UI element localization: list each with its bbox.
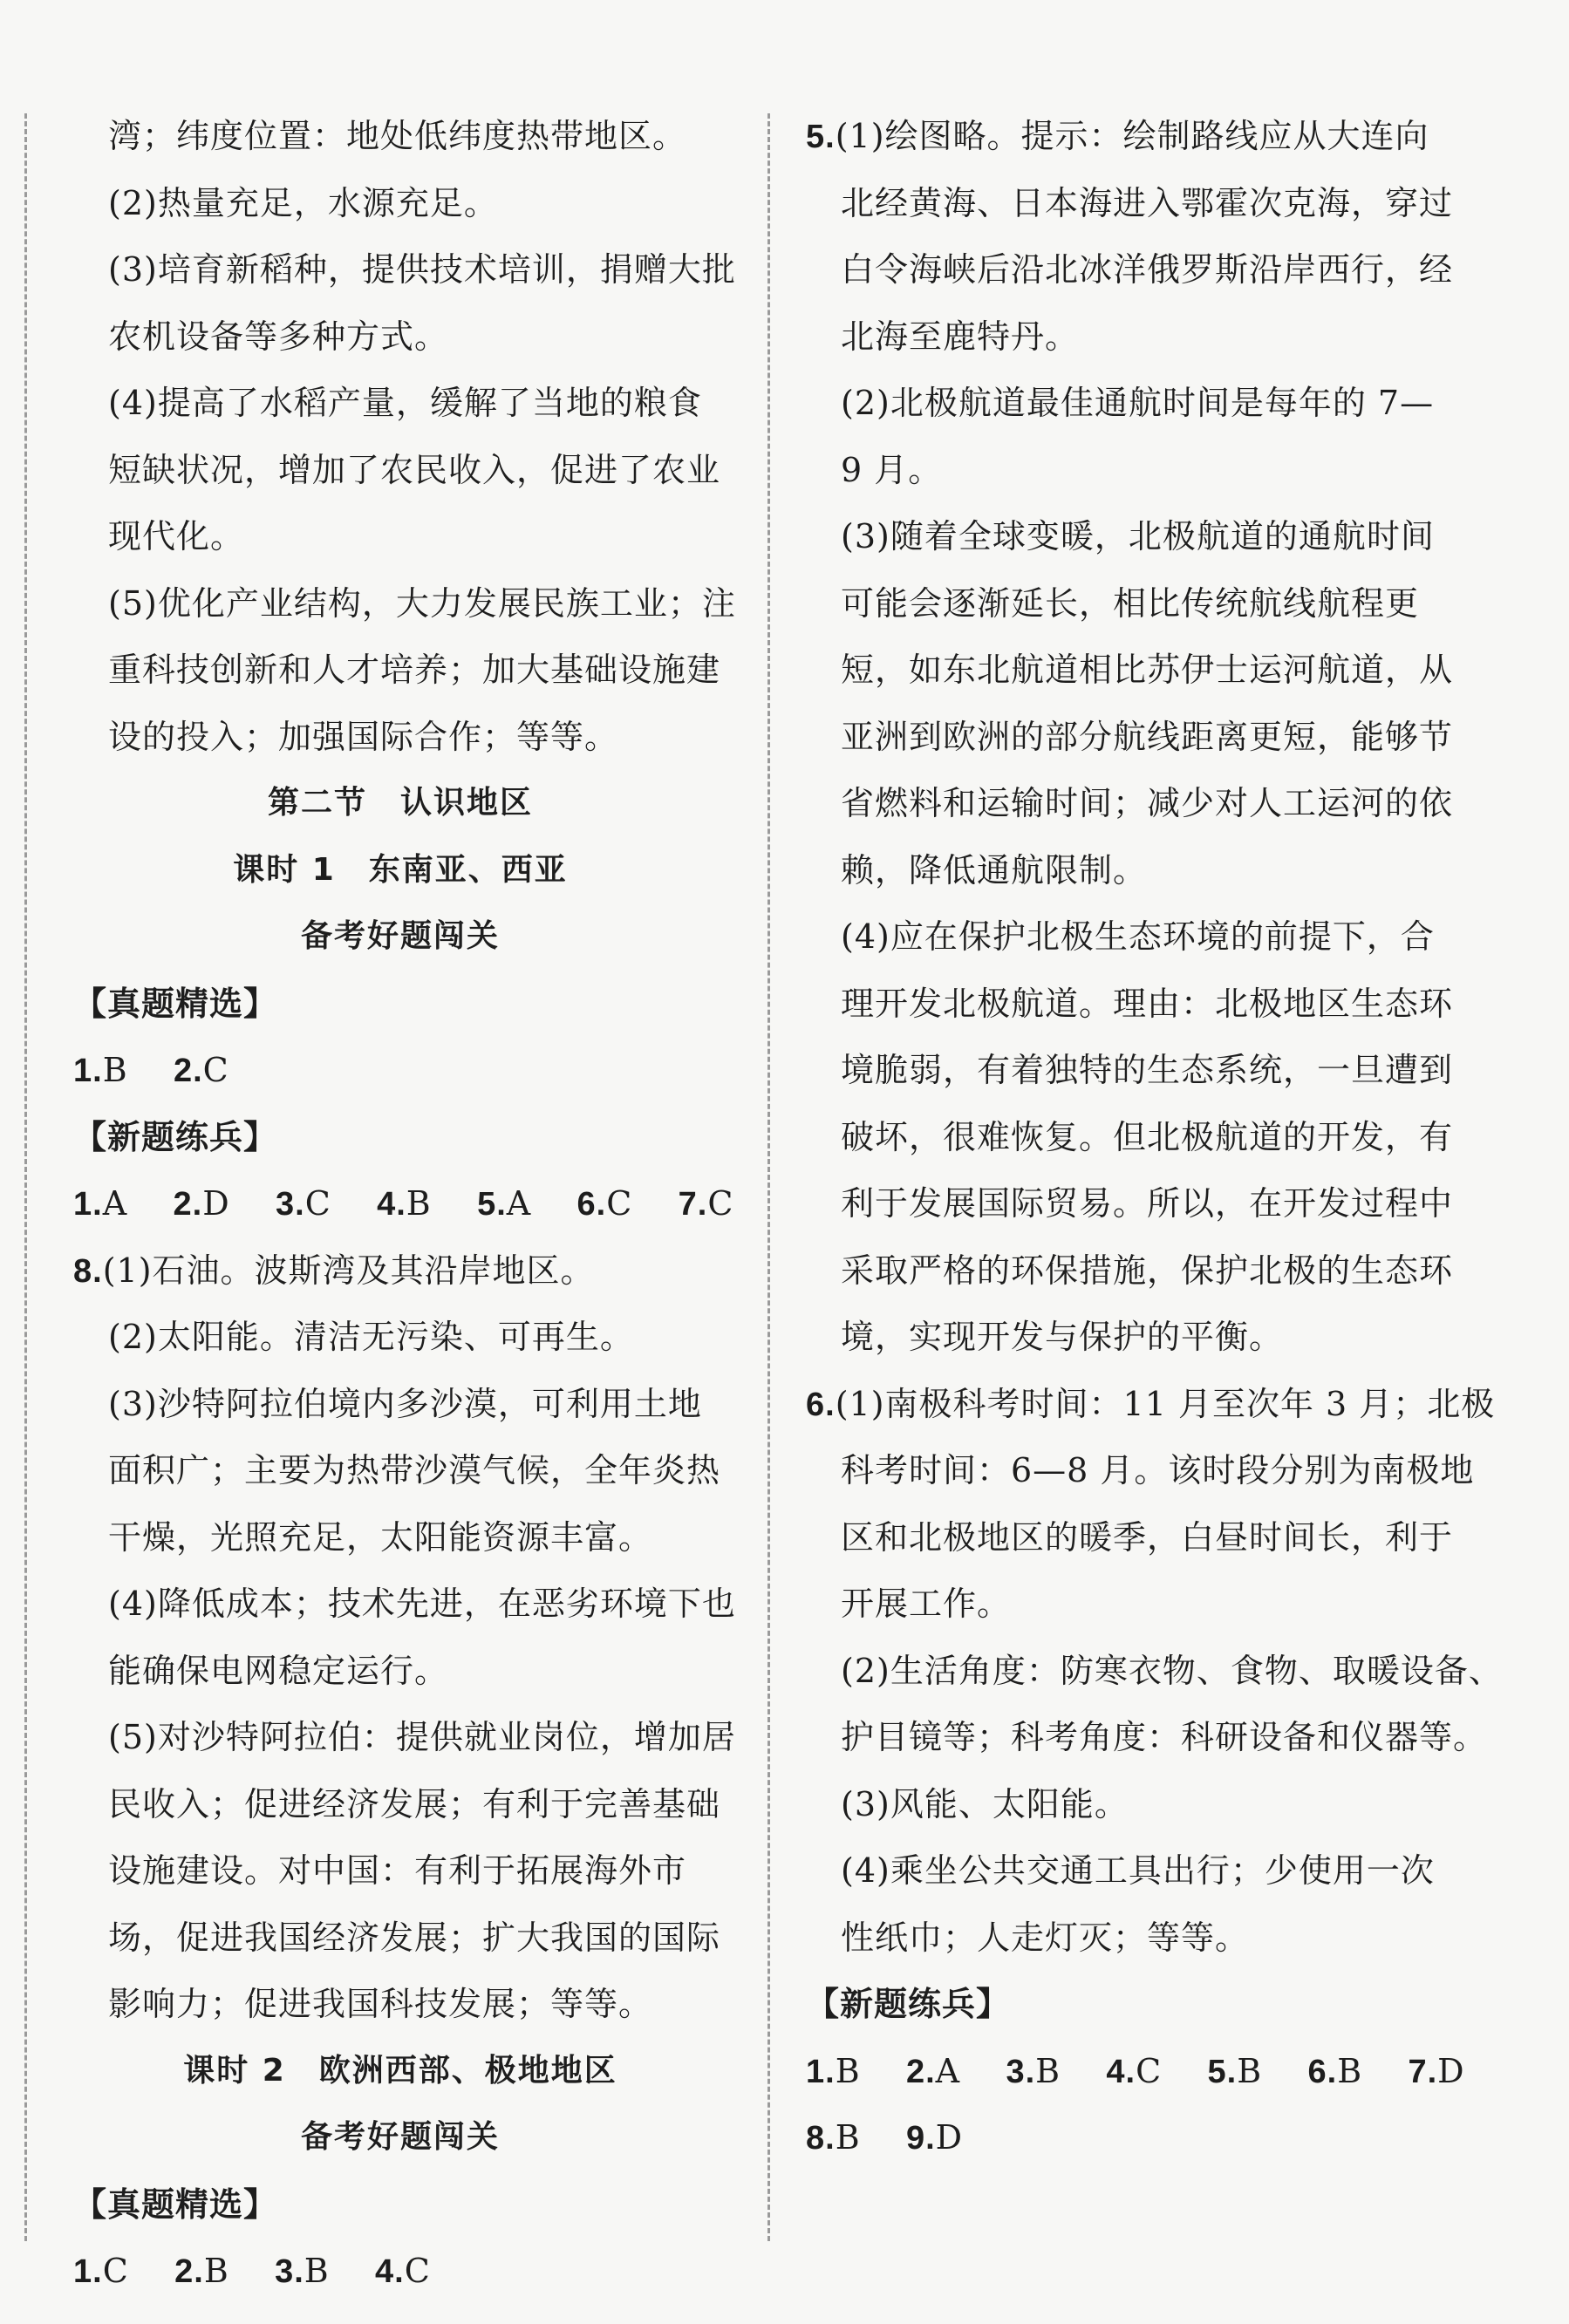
- question-5-first-line: [806, 103, 1469, 170]
- answer-letter: B: [1337, 2051, 1363, 2090]
- answer-number: 1.: [73, 1186, 103, 1223]
- text-line: 理开发北极航道。理由：北极地区生态环: [841, 984, 1454, 1023]
- answer-number: 2.: [173, 1053, 203, 1089]
- answer-letter: A: [506, 1184, 532, 1223]
- answer-letter: C: [202, 1051, 229, 1089]
- lesson-subtitle: 备考好题闯关: [300, 918, 500, 954]
- right-column: [806, 103, 1503, 2171]
- answer-number: 4.: [1106, 2053, 1136, 2090]
- text-line: (3)培育新稻种，提供技术培训，捐赠大批: [108, 250, 736, 289]
- question-8-first-line: [73, 1237, 727, 1305]
- answer-number: 6.: [1307, 2053, 1338, 2090]
- answer-letter: D: [935, 2118, 964, 2157]
- answer-number: 3.: [1006, 2053, 1036, 2090]
- answer-row: [73, 1170, 734, 1237]
- xinti-label: 【新题练兵】: [806, 1985, 1011, 2023]
- answer-number: 8.: [806, 2120, 836, 2157]
- text-line: 利于发展国际贸易。所以，在开发过程中: [841, 1184, 1454, 1223]
- text-line: (2)太阳能。清洁无污染、可再生。: [108, 1318, 634, 1356]
- text-line: (3)随着全球变暖，北极航道的通航时间: [841, 517, 1435, 555]
- answer-letter: B: [1237, 2051, 1263, 2090]
- text-line: 境脆弱，有着独特的生态系统，一旦遭到: [841, 1051, 1454, 1089]
- answer-number: 3.: [275, 2253, 304, 2290]
- answer-letter: C: [102, 2252, 129, 2290]
- text-line: 能确保电网稳定运行。: [108, 1651, 449, 1690]
- text-line: 破坏，很难恢复。但北极航道的开发，有: [841, 1117, 1454, 1156]
- section-title: 第二节 认识地区: [267, 785, 533, 821]
- answer-letter: C: [304, 1184, 331, 1223]
- answer-number: 6.: [576, 1186, 607, 1223]
- text-line: 民收入；促进经济发展；有利于完善基础: [108, 1784, 721, 1823]
- column-divider-dashed-line: [767, 113, 770, 2241]
- text-line: 重科技创新和人才培养；加大基础设施建: [108, 651, 721, 689]
- text-line: (3)风能、太阳能。: [841, 1784, 1129, 1823]
- text-line: (2)生活角度：防寒衣物、食物、取暖设备、: [841, 1651, 1503, 1690]
- answer-letter: C: [1136, 2051, 1163, 2090]
- answer-letter: C: [707, 1184, 734, 1223]
- text-line: 设的投入；加强国际合作；等等。: [108, 717, 619, 756]
- text-line: 性纸巾；人走灯灭；等等。: [841, 1918, 1250, 1957]
- answer-number: 1.: [73, 1053, 103, 1089]
- zhenti-label: 【真题精选】: [73, 2184, 278, 2224]
- text-line: 干燥，光照充足，太阳能资源丰富。: [108, 1517, 653, 1557]
- answer-row: [806, 2038, 1469, 2105]
- answer-letter: B: [835, 2118, 861, 2157]
- answer-number: 2.: [905, 2053, 936, 2090]
- question-number: 8.: [73, 1252, 103, 1290]
- text-span: (1)绘图略。提示：绘制路线应从大连向: [835, 117, 1429, 155]
- text-line: 亚洲到欧洲的部分航线距离更短，能够节: [841, 717, 1454, 756]
- answer-letter: B: [1035, 2051, 1061, 2090]
- text-line: 影响力；促进我国科技发展；等等。: [108, 1985, 653, 2023]
- answer-row: [806, 2104, 1469, 2171]
- left-margin-dashed-line: [24, 113, 27, 2241]
- answer-number: 7.: [678, 1186, 708, 1223]
- text-line: 开展工作。: [841, 1585, 1012, 1623]
- text-line: (2)北极航道最佳通航时间是每年的 7—: [841, 384, 1435, 422]
- text-line: 面积广；主要为热带沙漠气候，全年炎热: [108, 1451, 721, 1489]
- answer-letter: B: [304, 2252, 330, 2290]
- text-line: 护目镜等；科考角度：科研设备和仪器等。: [841, 1718, 1488, 1756]
- answer-number: 7.: [1408, 2053, 1438, 2090]
- text-line: 湾；纬度位置：地处低纬度热带地区。: [108, 117, 687, 155]
- lesson-title: 课时 2 欧洲西部、极地地区: [183, 2052, 617, 2089]
- answer-number: 5.: [1207, 2053, 1238, 2090]
- answer-number: 5.: [477, 1186, 507, 1223]
- text-line: 短，如东北航道相比苏伊士运河航道，从: [841, 651, 1454, 689]
- text-line: 短缺状况，增加了农民收入，促进了农业: [108, 450, 721, 489]
- question-6-first-line: [806, 1371, 1496, 1438]
- text-span: (1)南极科考时间：11 月至次年 3 月；北极: [835, 1384, 1496, 1423]
- answer-number: 4.: [375, 2253, 405, 2290]
- answer-number: 1.: [73, 2253, 103, 2290]
- text-line: 北经黄海、日本海进入鄂霍次克海，穿过: [841, 183, 1454, 222]
- text-line: 赖，降低通航限制。: [841, 850, 1148, 889]
- answer-number: 4.: [377, 1186, 406, 1223]
- text-line: (4)提高了水稻产量，缓解了当地的粮食: [108, 384, 702, 422]
- text-line: (2)热量充足，水源充足。: [108, 183, 498, 222]
- answer-number: 1.: [806, 2053, 836, 2090]
- answer-row: [73, 1037, 727, 1104]
- text-line: 采取严格的环保措施，保护北极的生态环: [841, 1251, 1454, 1290]
- text-line: 省燃料和运输时间；减少对人工运河的依: [841, 784, 1454, 822]
- answer-letter: C: [606, 1184, 633, 1223]
- text-line: 科考时间：6—8 月。该时段分别为南极地: [841, 1451, 1475, 1489]
- answer-letter: B: [835, 2051, 861, 2090]
- answer-number: 2.: [173, 1186, 203, 1223]
- question-number: 5.: [806, 119, 836, 155]
- answer-letter: A: [935, 2051, 961, 2090]
- answer-letter: D: [1437, 2051, 1465, 2090]
- answer-row: [73, 2238, 727, 2305]
- text-line: (5)对沙特阿拉伯：提供就业岗位，增加居: [108, 1718, 736, 1756]
- text-line: 农机设备等多种方式。: [108, 317, 449, 356]
- zhenti-label: 【真题精选】: [73, 984, 278, 1023]
- left-column: [73, 103, 736, 2305]
- text-line: 白令海峡后沿北冰洋俄罗斯沿岸西行，经: [841, 250, 1454, 289]
- answer-number: 2.: [174, 2253, 204, 2290]
- text-line: (4)降低成本；技术先进，在恶劣环境下也: [108, 1585, 736, 1623]
- xinti-label: 【新题练兵】: [73, 1117, 278, 1156]
- text-line: 境，实现开发与保护的平衡。: [841, 1318, 1284, 1356]
- text-line: 区和北极地区的暖季，白昼时间长，利于: [841, 1517, 1454, 1557]
- text-line: 可能会逐渐延长，相比传统航线航程更: [841, 583, 1420, 623]
- answer-letter: B: [203, 2252, 229, 2290]
- text-line: (4)乘坐公共交通工具出行；少使用一次: [841, 1851, 1435, 1890]
- answer-letter: C: [404, 2252, 431, 2290]
- text-line: 现代化。: [108, 517, 245, 555]
- text-line: 9 月。: [841, 450, 943, 489]
- text-line: 北海至鹿特丹。: [841, 317, 1080, 356]
- lesson-subtitle: 备考好题闯关: [300, 2119, 500, 2155]
- text-line: 场，促进我国经济发展；扩大我国的国际: [108, 1918, 721, 1957]
- question-number: 6.: [806, 1386, 836, 1423]
- answer-letter: A: [102, 1184, 128, 1223]
- answer-number: 3.: [275, 1186, 305, 1223]
- text-line: (4)应在保护北极生态环境的前提下，合: [841, 917, 1435, 956]
- text-line: (3)沙特阿拉伯境内多沙漠，可利用土地: [108, 1384, 702, 1423]
- answer-letter: D: [202, 1184, 230, 1223]
- text-line: 设施建设。对中国：有利于拓展海外市: [108, 1851, 687, 1890]
- answer-number: 9.: [905, 2120, 936, 2157]
- lesson-title: 课时 1 东南亚、西亚: [233, 851, 568, 888]
- text-line: (5)优化产业结构，大力发展民族工业；注: [108, 583, 736, 623]
- answer-letter: B: [406, 1184, 432, 1223]
- text-span: (1)石油。波斯湾及其沿岸地区。: [102, 1251, 595, 1290]
- answer-letter: B: [102, 1051, 128, 1089]
